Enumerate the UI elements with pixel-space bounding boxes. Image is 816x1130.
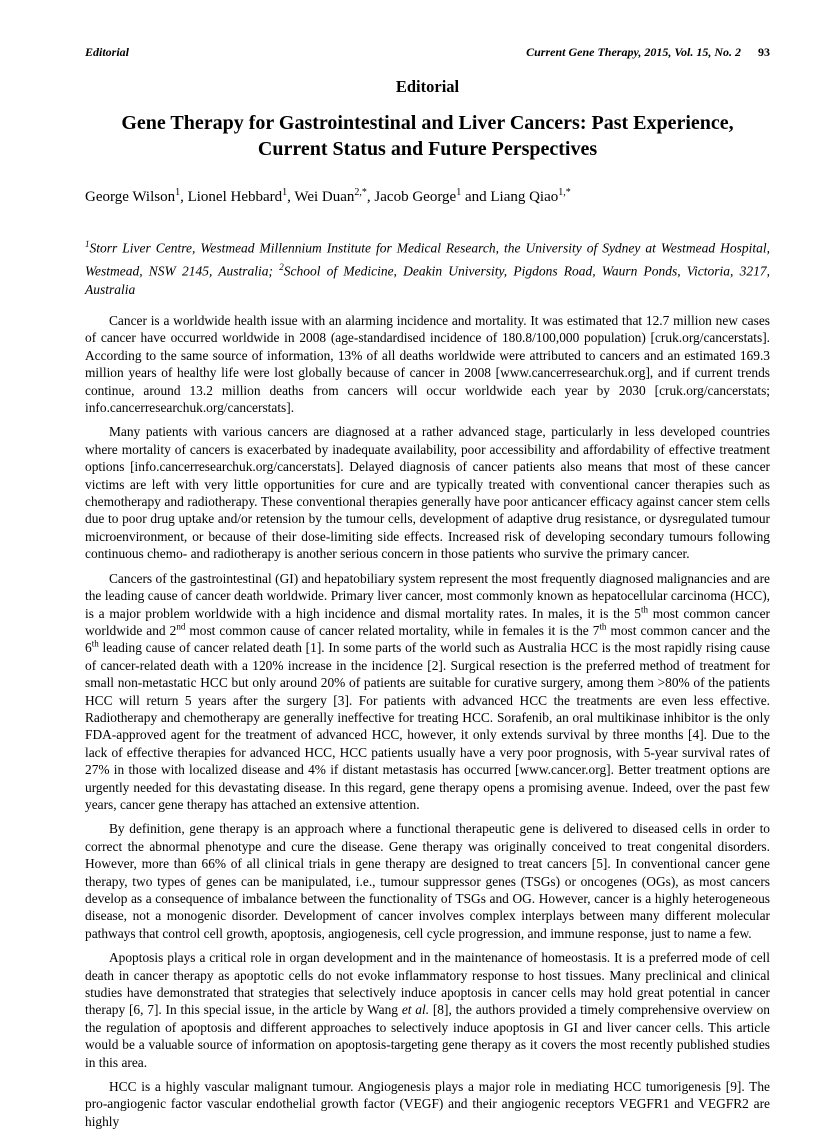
running-header xyxy=(85,45,770,60)
body-paragraph-2: Many patients with various cancers are diagnosed at a rather advanced stage, particularly in less developed countries where mortality of cancers is exacerbated by inadequate availability, poor accessibility and affordability of effective treatment options [info.cancerresearchuk.org/cancerstats]. Delayed diagnosis of cancer patients also means that most of these cancer victims are left with very little opportunities for cure and are typically treated with conventional cancer therapies such as chemotherapy and radiotherapy. These conventional therapies generally have poor anticancer efficacy against cancer stem cells due to poor drug uptake and/or retension by the tumour cells, development of adaptive drug resistance, or dysregulated tumour microenvironment, or because of their dose-limiting side effects. Increased risk of developing secondary tumours following continuous chemo- and radiotherapy is another serious concern in those patients who survive the primary cancer. xyxy=(85,424,770,562)
body-paragraph-6: HCC is a highly vascular malignant tumour. Angiogenesis plays a major role in mediating HCC tumorigenesis [9]. The pro-angiogenic factor vascular endothelial growth factor (VEGF) and their angiogenic receptors VEGFR1 and VEGFR2 are highly xyxy=(85,1079,770,1129)
body-paragraph-3: Cancers of the gastrointestinal (GI) and hepatobiliary system represent the most frequently diagnosed malignancies and are the leading cause of cancer death worldwide. Primary liver cancer, most commonly known as hepatocellular carcinoma (HCC), is a major problem worldwide with a high incidence and dismal mortality rates. In males, it is the 5th most common cancer worldwide and 2nd most common cause of cancer related mortality, while in females it is the 7th most common cancer and the 6th leading cause of cancer related death [1]. In some parts of the world such as Australia HCC is the most rapidly rising cause of cancer-related death with a 120% increase in the incidence [2]. Surgical resection is the preferred method of treatment for small non-metastatic HCC but only around 20% of patients are suitable for curative surgery, among them >80% of the patients HCC will return 5 years after the surgery [3]. For patients with advanced HCC the treatments are even less effective. Radiotherapy and chemotherapy are generally ineffective for treating HCC. Sorafenib, an oral multikinase inhibitor is the only FDA-approved agent for the treatment of advanced HCC, however, it only extends survival by three months [4]. Due to the lack of effective therapies for advanced HCC, HCC patients usually have a very poor prognosis, with 5-year survival rates of 27% in those with localized disease and 4% if distant metastasis has occurred [www.cancer.org]. Better treatment options are urgently needed for this devastating disease. In this regard, gene therapy opens a promising avenue. Indeed, over the past few years, cancer gene therapy has attached an extensive attention. xyxy=(85,570,771,812)
author-line: George Wilson$^1$, Lionel Hebbard$^1$, Wei Duan$^{2,*}$, Jacob George$^1$ and Liang Qiao$^{1,*}$ xyxy=(85,187,571,205)
journal-citation: Current Gene Therapy, 2015, Vol. 15, No. 2 xyxy=(526,45,741,59)
body-paragraph-4: By definition, gene therapy is an approach where a functional therapeutic gene is delivered to diseased cells in order to correct the abnormal phenotype and cure the disease. Gene therapy was originally conceived to treat congenital disorders. However, more than 66% of all clinical trials in gene therapy are designed to treat cancers [5]. In conventional cancer gene therapy, two types of genes can be manipulated, i.e., tumour suppressor genes (TSGs) or oncogenes (OGs), as most cancers develop as a consequence of imbalance between the functionality of TSGs and OG. However, cancer is a highly heterogeneous disease, not a monogenic disorder. Development of cancer involves complex interplays between many different molecular pathways that control cell growth, apoptosis, angiogenesis, cell cycle progression, and immune response, just to name a few. xyxy=(85,821,770,941)
article-body xyxy=(85,312,770,1130)
body-paragraph-5: Apoptosis plays a critical role in organ development and in the maintenance of homeostasis. It is a preferred mode of cell death in cancer therapy as apoptotic cells do not evoke inflammatory response to host tissues. Many preclinical and clinical studies have demonstrated that strategies that selectively induce apoptosis in cancer cells may hold great potential in cancer therapy [6, 7]. In this special issue, in the article by Wang et al. [8], the authors provided a timely comprehensive overview on the regulation of apoptosis and different approaches to selectively induce apoptosis in GI and liver cancer cells. This article would be a valuable source of information on apoptosis-targeting gene therapy as it covers the most recently published studies in this area. xyxy=(85,950,770,1070)
running-header-citation-block xyxy=(526,45,770,60)
affiliation: $^1$Storr Liver Centre, Westmead Millennium Institute for Medical Research, the University of Sydney at Westmead Hospital, Westmead, NSW 2145, Australia; $^2$School of Medicine, Deakin University, Pigdons Road, Waurn Ponds, Victoria, 3217, Australia xyxy=(85,239,770,297)
article-type-label: Editorial xyxy=(395,77,460,96)
body-paragraph-1: Cancer is a worldwide health issue with an alarming incidence and mortality. It was estimated that 12.7 million new cases of cancer have occurred worldwide in 2008 (age-standardised incidence of 180.8/100,000 population) [cruk.org/cancerstats]. According to the same source of information, 13% of all deaths worldwide were attributed to cancers and an estimated 169.3 million years of healthy life were lost globally because of cancer in 2008 [www.cancerresearchuk.org], and if current trends continue, around 13.2 million deaths from cancers will occur worldwide each year by 2030 [cruk.org/cancerstats; info.cancerresearchuk.org/cancerstats]. xyxy=(85,313,770,416)
running-header-section: Editorial xyxy=(85,45,130,59)
page-number: 93 xyxy=(758,45,770,59)
article-title: Gene Therapy for Gastrointestinal and Liver Cancers: Past Experience, Current Status and Future Perspectives xyxy=(121,112,734,160)
